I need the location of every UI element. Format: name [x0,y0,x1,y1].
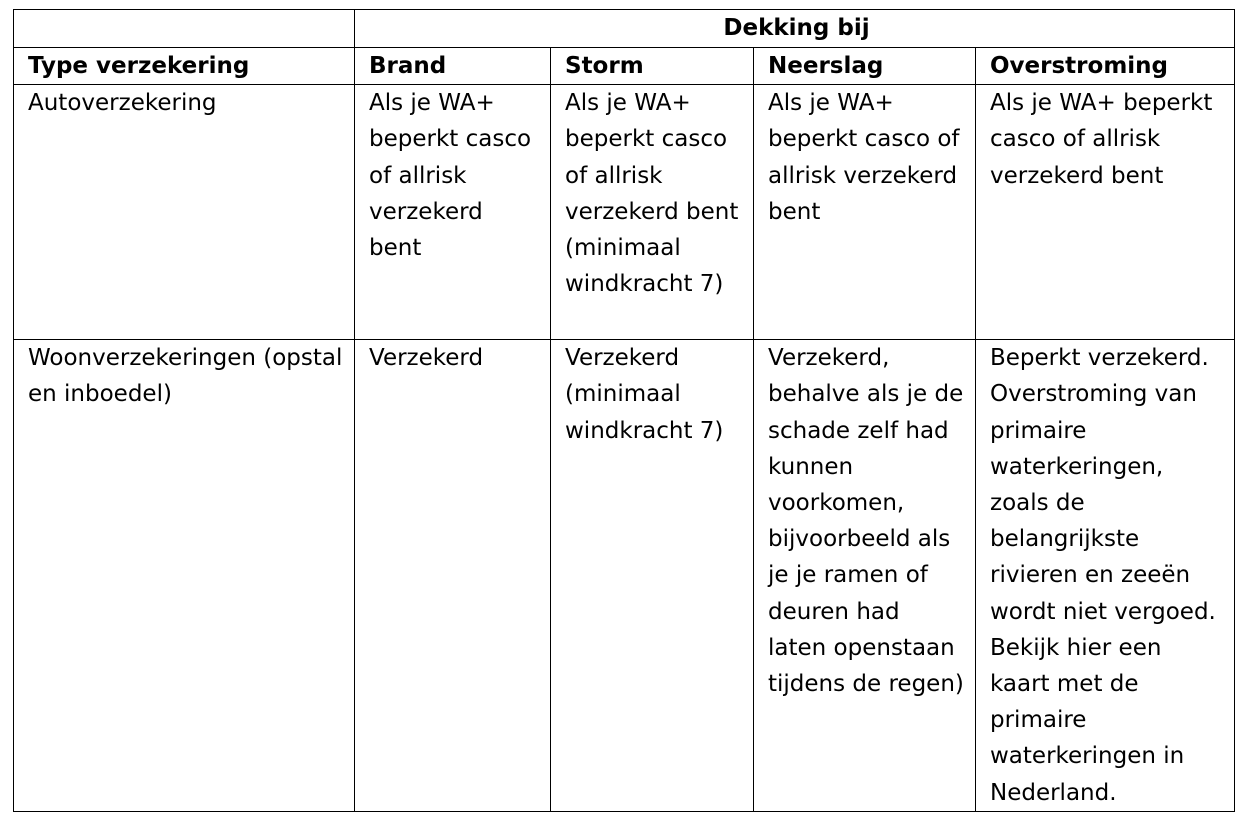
cell-type [14,85,355,340]
cell-brand [355,340,551,812]
cell-type [14,340,355,812]
cell-overstroming [976,340,1235,812]
cell-storm [551,85,754,340]
cell-text: Verzekerd (minimaal windkracht 7) [565,345,724,444]
cell-brand [355,85,551,340]
coverage-group-header: Dekking bij [355,10,1235,48]
cell-text: Verzekerd, behalve als je de schade zelf had kunnen voorkomen, bijvoorbeeld als je je ramen of deuren had laten openstaan tijdens de regen) [768,345,964,698]
cell-neerslag [754,340,976,812]
cell-text: Als je WA+ beperkt casco of allrisk verzekerd bent [768,90,960,225]
insurance-coverage-table [13,9,1235,812]
cell-text: Als je WA+ beperkt casco of allrisk verzekerd bent [369,90,532,262]
cell-neerslag [754,85,976,340]
column-header-overstroming: Overstroming [976,48,1235,85]
cell-text: Woonverzekeringen (opstal en inboedel) [28,345,343,408]
column-header-brand: Brand [355,48,551,85]
table-column-header-row [14,48,1235,85]
cell-text: Als je WA+ beperkt casco of allrisk verzekerd bent (minimaal windkracht 7) [565,90,739,298]
cell-text: Verzekerd [369,345,484,372]
empty-header-cell [14,10,355,48]
column-header-type: Type verzekering [14,48,355,85]
cell-text: Als je WA+ beperkt casco of allrisk verzekerd bent [990,90,1213,189]
cell-storm [551,340,754,812]
column-header-storm: Storm [551,48,754,85]
cell-text: Autoverzekering [28,90,217,117]
column-header-neerslag: Neerslag [754,48,976,85]
table-group-header-row [14,10,1235,48]
cell-overstroming [976,85,1235,340]
cell-text: Beperkt verzekerd. Overstroming van primaire waterkeringen, zoals de belangrijkste rivieren en zeeën wordt niet vergoed. Bekijk hier een kaart met de primaire waterkeringen in Nederland. [990,345,1216,806]
table-row [14,340,1235,812]
table-row [14,85,1235,340]
